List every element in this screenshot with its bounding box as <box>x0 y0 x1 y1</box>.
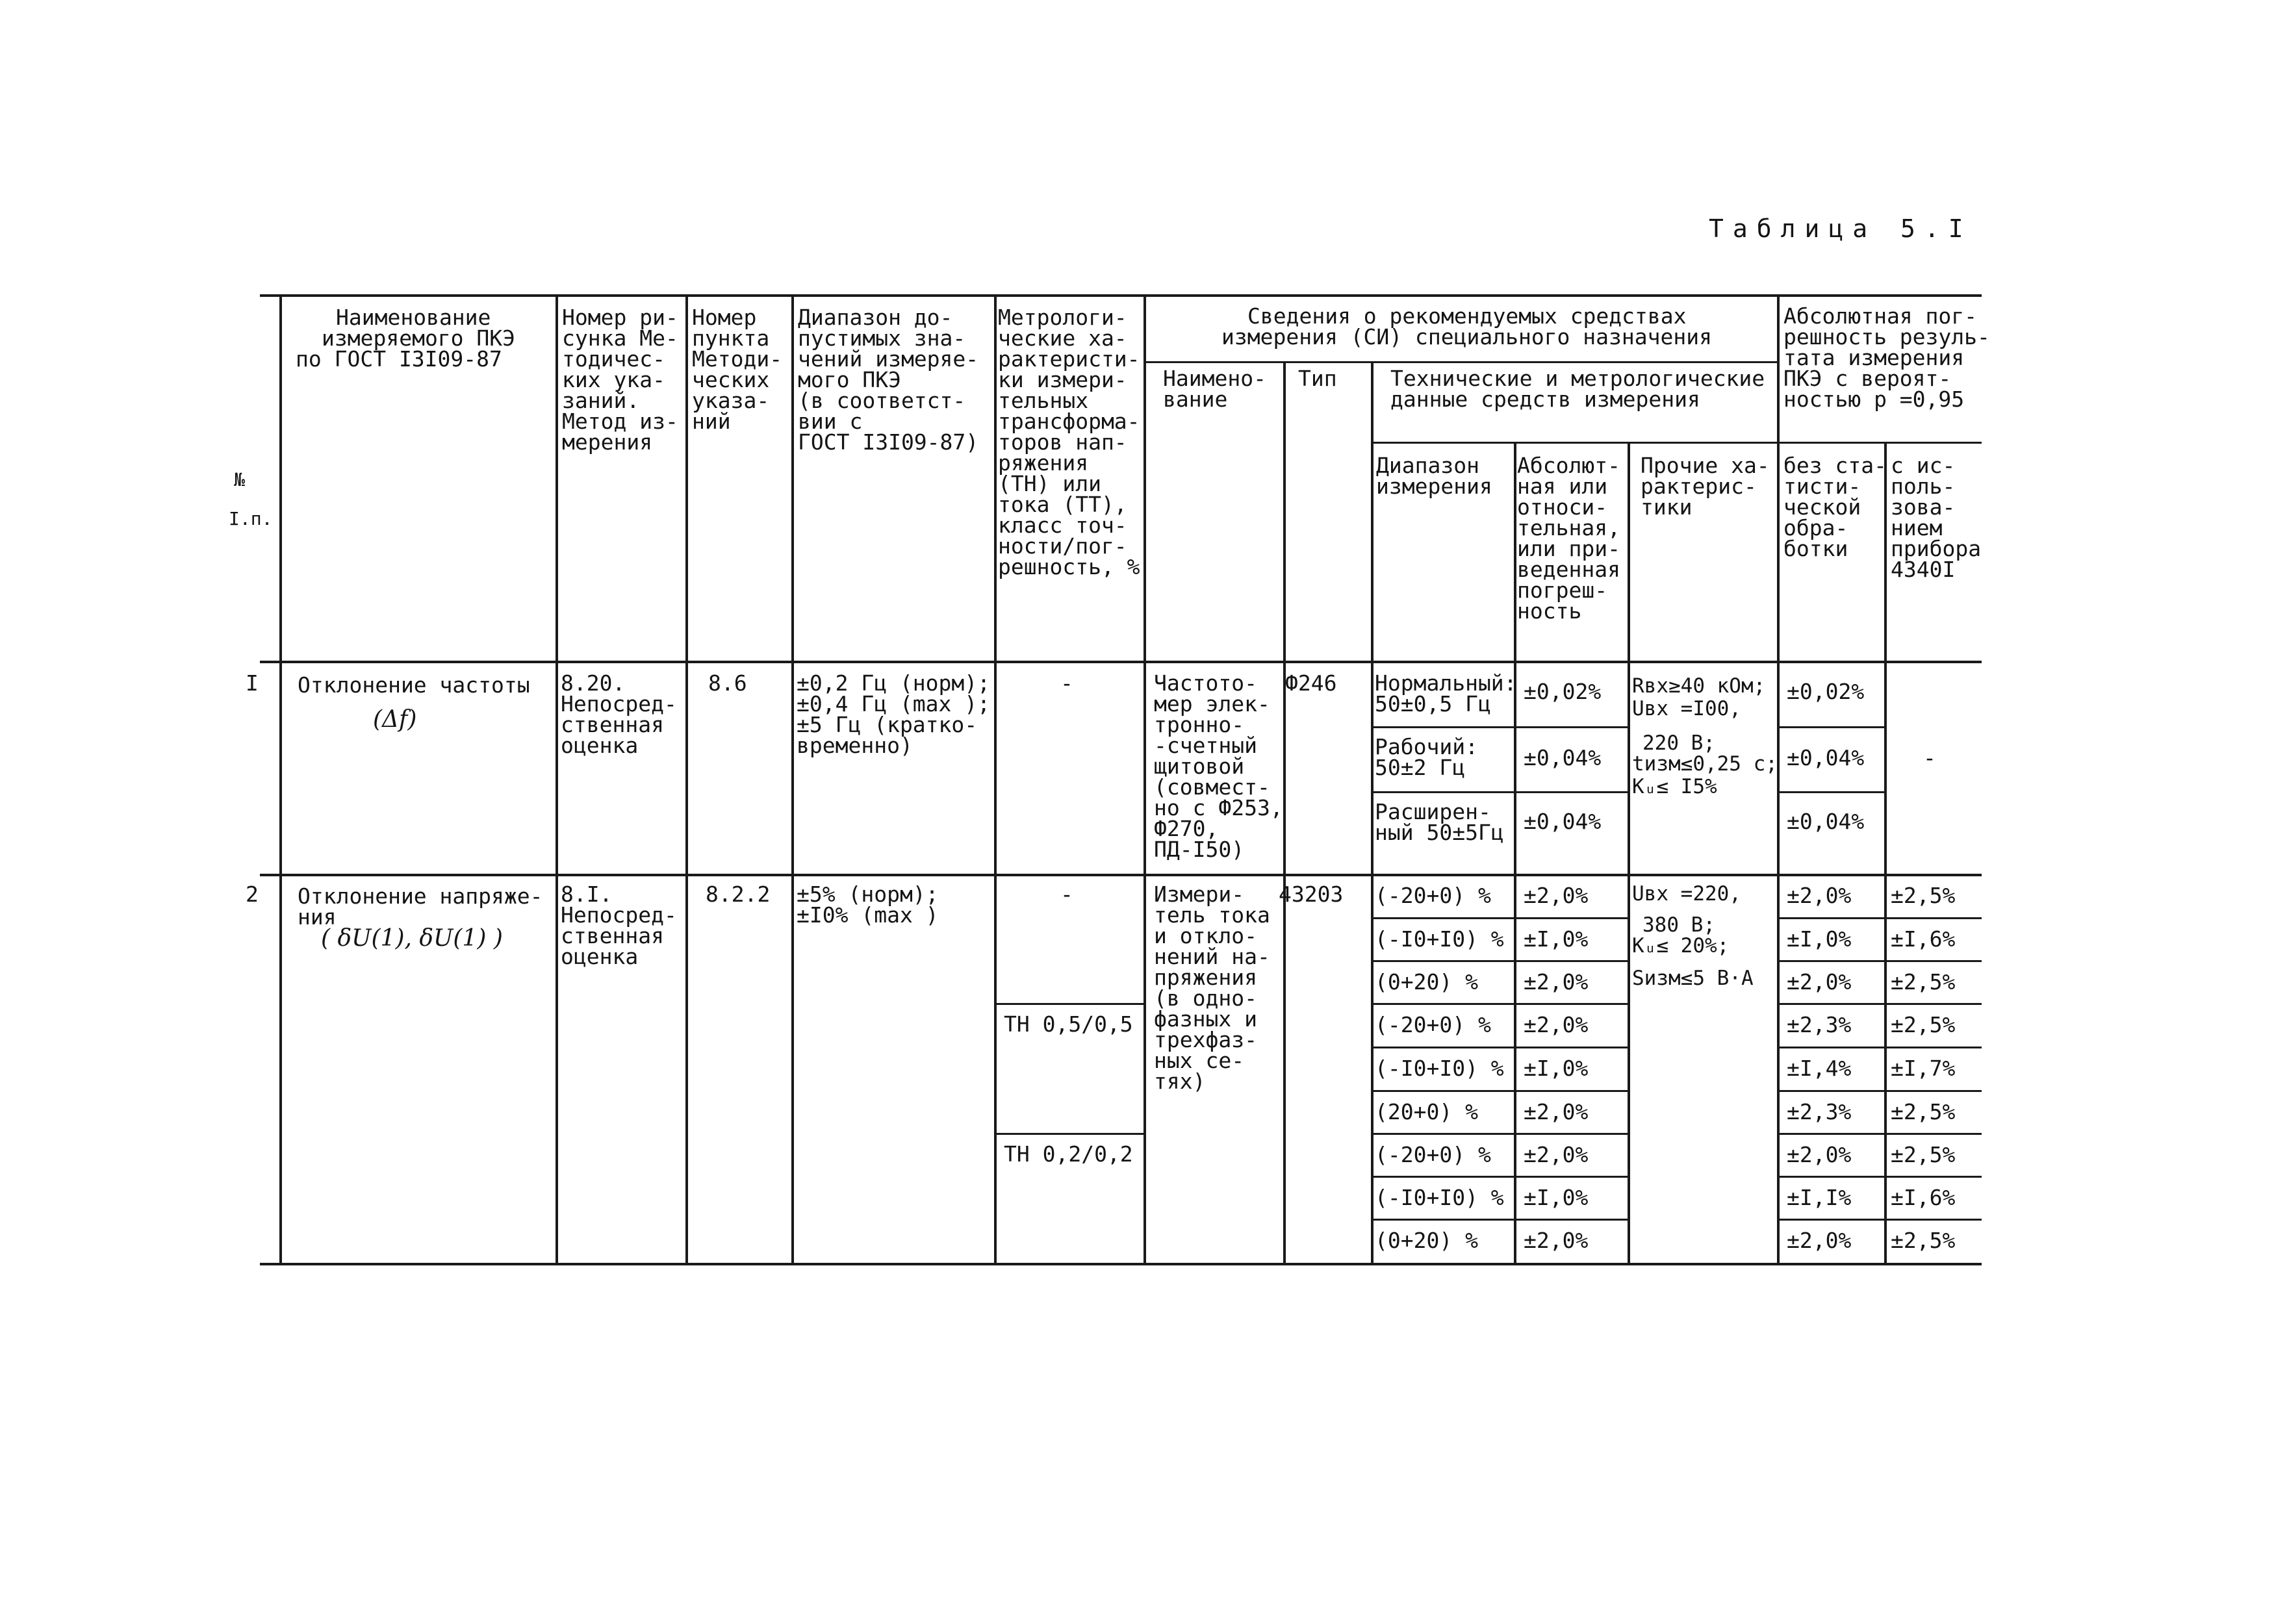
header-si-name-line: Наимено- <box>1163 366 1266 391</box>
row2-result: ±I,I% <box>1787 1185 1852 1210</box>
header-metro-line: тельных <box>998 388 1089 413</box>
row2-device-result: ±2,5% <box>1891 1012 1956 1037</box>
col-rule-10 <box>1628 442 1630 1264</box>
rule-top <box>260 294 1982 297</box>
table-caption: Таблица 5.I <box>1709 214 1973 243</box>
row1-range-line: ±5 Гц (кратко- <box>797 712 978 737</box>
header-range-line: вии с <box>798 409 863 434</box>
row2-meas-range: (0+20) % <box>1375 969 1478 995</box>
header-metro-line: (ТН) или <box>998 471 1101 496</box>
header-si-group-line: Сведения о рекомендуемых средствах <box>1247 303 1687 329</box>
header-fig-line: мерения <box>562 429 653 455</box>
num-sign: № <box>234 469 245 490</box>
header-range-line: чений измеряе- <box>798 346 979 372</box>
col-rule-6 <box>1144 294 1146 1264</box>
row1-number: I <box>246 670 259 696</box>
row1-error: ±0,04% <box>1524 809 1602 834</box>
header-metro-line: класс точ- <box>998 513 1127 538</box>
row1-si-name-line: (совмест- <box>1154 774 1270 800</box>
row1-item: 8.6 <box>708 670 747 696</box>
header-item-line: ний <box>692 409 731 434</box>
row1-si-name-line: Частото- <box>1154 670 1257 696</box>
row2-other-line: Kᵤ≤ 20%; <box>1632 934 1730 958</box>
header-si-type: Тип <box>1298 366 1337 391</box>
rule-si-sub <box>1144 361 1777 363</box>
row1-range-line: ±0,2 Гц (норм); <box>797 670 991 696</box>
row1-result: ±0,04% <box>1787 745 1865 770</box>
row1-si-name-line: ПД-I50) <box>1154 837 1245 862</box>
header-tech-line: данные средств измерения <box>1390 387 1700 412</box>
header-metro-line: ности/пог- <box>998 533 1127 559</box>
row2-si-name-line: фазных и <box>1154 1006 1257 1032</box>
row1-si-name-line: Ф270, <box>1154 816 1219 841</box>
header-nostat-line: без ста- <box>1783 453 1887 478</box>
row1-other-line: tизм≤0,25 с; <box>1632 752 1778 776</box>
header-item-line: пункта <box>692 325 770 351</box>
col-rule-2 <box>556 294 558 1264</box>
header-range-line: ГОСТ I3I09-87) <box>798 429 979 455</box>
header-absgroup-line: ПКЭ с вероят- <box>1783 366 1952 391</box>
row2-device-result: ±I,6% <box>1891 1185 1956 1210</box>
header-fig-line: Номер ри- <box>562 305 678 330</box>
row2-si-name-line: пряжения <box>1154 965 1257 990</box>
row2-si-name-line: тях) <box>1154 1069 1206 1094</box>
header-metro-line: торов нап- <box>998 429 1127 455</box>
row1-error: ±0,02% <box>1524 679 1602 704</box>
header-withdev-line: поль- <box>1891 474 1956 499</box>
header-metro-line: ряжения <box>998 450 1089 476</box>
row2-si-name-line: ных се- <box>1154 1048 1245 1073</box>
row2-si-name-line: (в одно- <box>1154 985 1257 1011</box>
row2-result: ±I,0% <box>1787 926 1852 952</box>
row2-si-name-line: нений на- <box>1154 944 1270 969</box>
rule-r2-2 <box>1371 960 1628 962</box>
row1-name: Отклонение частоты <box>298 672 530 698</box>
row2-range-line: ±I0% (max ) <box>797 902 939 928</box>
header-withdev-line: 4340I <box>1891 557 1956 582</box>
row2-metro-line: - <box>1060 882 1073 907</box>
col-rule-1 <box>279 294 282 1264</box>
header-fig-line: тодичес- <box>562 346 665 372</box>
header-si-group-line: измерения (СИ) специального назначения <box>1221 324 1712 349</box>
header-absrel-line: ная или <box>1517 474 1608 499</box>
row2-other-line: 380 В; <box>1642 913 1715 937</box>
rule-abs-sub <box>1777 442 1982 444</box>
row2-range-line: ±5% (норм); <box>797 882 939 907</box>
row1-range-line: временно) <box>797 733 913 758</box>
row2-error: ±2,0% <box>1524 1099 1589 1124</box>
row1-fig-line: Непосред- <box>561 691 677 717</box>
row2-result: ±2,0% <box>1787 1142 1852 1167</box>
row1-other-line: Rвх≥40 кОм; <box>1632 674 1766 698</box>
header-name-line: по ГОСТ I3I09-87 <box>296 346 502 372</box>
col-rule-4 <box>791 294 794 1264</box>
header-range-line: Диапазон до- <box>798 305 953 330</box>
header-fig-line: ких ука- <box>562 367 665 392</box>
rule-tech-sub <box>1371 442 1777 444</box>
row2-result: ±2,0% <box>1787 883 1852 908</box>
header-name-line: Наименование <box>336 305 491 330</box>
header-withdev-line: прибора <box>1891 536 1982 561</box>
row2-fig-line: Непосред- <box>561 902 677 928</box>
col-rule-8 <box>1371 361 1373 1264</box>
row2-meas-range: (-I0+I0) % <box>1375 1056 1504 1081</box>
header-nostat-line: тисти- <box>1783 474 1861 499</box>
row2-number: 2 <box>246 882 259 907</box>
row2-meas-range: (0+20) % <box>1375 1228 1478 1253</box>
header-nostat-line: ческой <box>1783 494 1861 520</box>
col-rule-3 <box>685 294 688 1264</box>
row2-device-result: ±I,6% <box>1891 926 1956 952</box>
header-item-line: Номер <box>692 305 757 330</box>
row2-device-result: ±2,5% <box>1891 1099 1956 1124</box>
header-absrel-line: относи- <box>1517 494 1608 520</box>
header-si-name-line: вание <box>1163 387 1228 412</box>
header-metro-line: ческие ха- <box>998 325 1127 351</box>
row1-meas-range: 50±0,5 Гц <box>1375 691 1491 717</box>
header-absrel-line: или при- <box>1517 536 1620 561</box>
row2-si-type: 43203 <box>1279 882 1344 907</box>
row1-meas-range: Рабочий: <box>1375 734 1478 759</box>
row2-metro-line: ТН 0,5/0,5 <box>1004 1011 1133 1037</box>
header-range-line: пустимых зна- <box>798 325 966 351</box>
header-nostat-line: ботки <box>1783 536 1848 561</box>
header-item-line: ческих <box>692 367 770 392</box>
row1-with-device: - <box>1923 745 1936 770</box>
header-metro-line: ки измери- <box>998 367 1127 392</box>
col-rule-11 <box>1777 294 1780 1264</box>
rule-r2-1r <box>1777 917 1982 919</box>
row2-meas-range: (-20+0) % <box>1375 1012 1491 1037</box>
header-other-line: тики <box>1641 494 1693 520</box>
header-other-line: рактерис- <box>1641 474 1757 499</box>
row2-device-result: ±2,5% <box>1891 1142 1956 1167</box>
row2-si-name-line: Измери- <box>1154 882 1245 907</box>
row2-name-line: Отклонение напряже- <box>298 883 543 909</box>
row2-error: ±I,0% <box>1524 1056 1589 1081</box>
rule-r2-4r <box>1777 1047 1982 1048</box>
row2-result: ±2,3% <box>1787 1099 1852 1124</box>
col-rule-12b <box>1884 874 1887 1264</box>
row1-meas-range: 50±2 Гц <box>1375 755 1466 780</box>
header-absgroup-line: тата измерения <box>1783 345 1965 370</box>
row2-meas-range: (-20+0) % <box>1375 883 1491 908</box>
row2-other-line: Sизм≤5 В·А <box>1632 967 1754 990</box>
rule-r2-4 <box>1371 1047 1628 1048</box>
row1-result: ±0,04% <box>1787 809 1865 834</box>
header-absgroup-line: Абсолютная пог- <box>1783 303 1978 329</box>
header-absgroup-line: ностью p =0,95 <box>1783 387 1965 412</box>
header-fig-line: заний. <box>562 388 640 413</box>
row2-error: ±2,0% <box>1524 1228 1589 1253</box>
row2-result: ±I,4% <box>1787 1056 1852 1081</box>
header-metro-line: решность, % <box>998 554 1140 579</box>
row1-meas-range: Расширен- <box>1375 799 1491 824</box>
row2-error: ±2,0% <box>1524 1012 1589 1037</box>
rule-r2-3m <box>994 1003 1144 1005</box>
row2-fig-line: ственная <box>561 923 664 948</box>
row1-meas-range: ный 50±5Гц <box>1375 820 1504 845</box>
header-meas-line: измерения <box>1376 474 1492 499</box>
header-absrel-line: тельная, <box>1517 515 1620 540</box>
rule-r2-5r <box>1777 1090 1982 1092</box>
header-name-line: измеряемого ПКЭ <box>322 325 516 351</box>
header-fig-line: сунка Ме- <box>562 325 678 351</box>
col-rule-5 <box>994 294 997 1264</box>
row1-range-line: ±0,4 Гц (max ); <box>797 691 991 717</box>
header-metro-line: тока (ТТ), <box>998 492 1127 517</box>
row2-other-line: Uвх =220, <box>1632 882 1741 906</box>
header-withdev-line: с ис- <box>1891 453 1956 478</box>
row1-error: ±0,04% <box>1524 745 1602 770</box>
row2-metro-line: ТН 0,2/0,2 <box>1004 1141 1133 1167</box>
rule-header-bottom <box>260 661 1982 663</box>
row1-meas-range: Нормальный: <box>1375 670 1517 696</box>
row2-name-line: ния <box>298 904 337 930</box>
row2-result: ±2,0% <box>1787 969 1852 995</box>
header-item-line: указа- <box>692 388 770 413</box>
rule-r2-8 <box>1371 1219 1628 1221</box>
rule-r1b <box>1371 791 1628 793</box>
row2-error: ±2,0% <box>1524 1142 1589 1167</box>
row2-si-name-line: трехфаз- <box>1154 1027 1257 1052</box>
row1-fig-line: оценка <box>561 733 639 758</box>
header-withdev-line: нием <box>1891 515 1943 540</box>
row2-result: ±2,0% <box>1787 1228 1852 1253</box>
row2-result: ±2,3% <box>1787 1012 1852 1037</box>
num-label: I.п. <box>229 508 273 529</box>
row1-fig-line: ственная <box>561 712 664 737</box>
row1-si-type: Ф246 <box>1285 670 1337 696</box>
header-range-line: (в соответст- <box>798 388 966 413</box>
col-rule-7 <box>1283 361 1286 1264</box>
row2-error: ±2,0% <box>1524 969 1589 995</box>
row2-meas-range: (-I0+I0) % <box>1375 1185 1504 1210</box>
row2-meas-range: (-I0+I0) % <box>1375 926 1504 952</box>
row2-fig-line: оценка <box>561 944 639 969</box>
row2-error: ±2,0% <box>1524 883 1589 908</box>
rule-r2-3r <box>1777 1003 1982 1005</box>
row1-other-line: 220 В; <box>1642 731 1715 755</box>
row2-device-result: ±2,5% <box>1891 969 1956 995</box>
rule-r2-2r <box>1777 960 1982 962</box>
header-metro-line: рактеристи- <box>998 346 1140 372</box>
row1-si-name-line: щитовой <box>1154 754 1245 779</box>
row1-other-line: Uвх =I00, <box>1632 697 1741 720</box>
row1-si-name-line: тронно- <box>1154 712 1245 737</box>
row1-other-line: Kᵤ≤ I5% <box>1632 775 1717 798</box>
rule-r2-3 <box>1371 1003 1628 1005</box>
rule-row1-bottom <box>260 874 1982 876</box>
rule-r1a-res <box>1777 726 1884 728</box>
row1-si-name-line: -счетный <box>1154 733 1257 758</box>
header-fig-line: Метод из- <box>562 409 678 434</box>
header-range-line: мого ПКЭ <box>798 367 901 392</box>
header-absrel-line: веденная <box>1517 557 1620 582</box>
rule-r2-1 <box>1371 917 1628 919</box>
row2-si-name-line: тель тока <box>1154 902 1270 928</box>
col-rule-9 <box>1514 442 1516 1264</box>
rule-r1b-res <box>1777 791 1884 793</box>
row1-result: ±0,02% <box>1787 679 1865 704</box>
header-item-line: Методи- <box>692 346 783 372</box>
header-other-line: Прочие ха- <box>1641 453 1770 478</box>
header-nostat-line: обра- <box>1783 515 1848 540</box>
rule-r2-6r <box>1777 1133 1982 1135</box>
header-tech-line: Технические и метрологические <box>1390 366 1765 391</box>
rule-r2-7r <box>1777 1176 1982 1178</box>
row1-symbol: (Δf) <box>373 706 417 733</box>
row2-device-result: ±2,5% <box>1891 883 1956 908</box>
rule-r2-6m <box>994 1133 1144 1135</box>
rule-table-bottom <box>260 1263 1982 1265</box>
row2-item: 8.2.2 <box>706 882 771 907</box>
rule-r2-6 <box>1371 1133 1628 1135</box>
row2-symbol: ( δU(1), δU(1) ) <box>321 925 503 952</box>
row2-meas-range: (-20+0) % <box>1375 1142 1491 1167</box>
row2-device-result: ±2,5% <box>1891 1228 1956 1253</box>
header-absrel-line: Абсолют- <box>1517 453 1620 478</box>
header-absgroup-line: решность резуль- <box>1783 324 1990 349</box>
row2-error: ±I,0% <box>1524 926 1589 952</box>
row1-fig-line: 8.20. <box>561 670 626 696</box>
row2-error: ±I,0% <box>1524 1185 1589 1210</box>
row2-fig-line: 8.I. <box>561 882 613 907</box>
header-absrel-line: ность <box>1517 598 1582 624</box>
row1-si-name-line: но с Ф253, <box>1154 795 1283 820</box>
rule-r2-5 <box>1371 1090 1628 1092</box>
row2-meas-range: (20+0) % <box>1375 1099 1478 1124</box>
row2-si-name-line: и откло- <box>1154 923 1257 948</box>
rule-r2-8r <box>1777 1219 1982 1221</box>
header-meas-line: Диапазон <box>1376 453 1479 478</box>
rule-r2-7 <box>1371 1176 1628 1178</box>
col-rule-12a <box>1884 442 1887 874</box>
rule-r1a <box>1371 726 1628 728</box>
row2-device-result: ±I,7% <box>1891 1056 1956 1081</box>
row1-si-name-line: мер элек- <box>1154 691 1270 717</box>
header-metro-line: трансформа- <box>998 409 1140 434</box>
header-absrel-line: погреш- <box>1517 577 1608 603</box>
row1-metro: - <box>1060 670 1073 696</box>
header-withdev-line: зова- <box>1891 494 1956 520</box>
header-metro-line: Метрологи- <box>998 305 1127 330</box>
